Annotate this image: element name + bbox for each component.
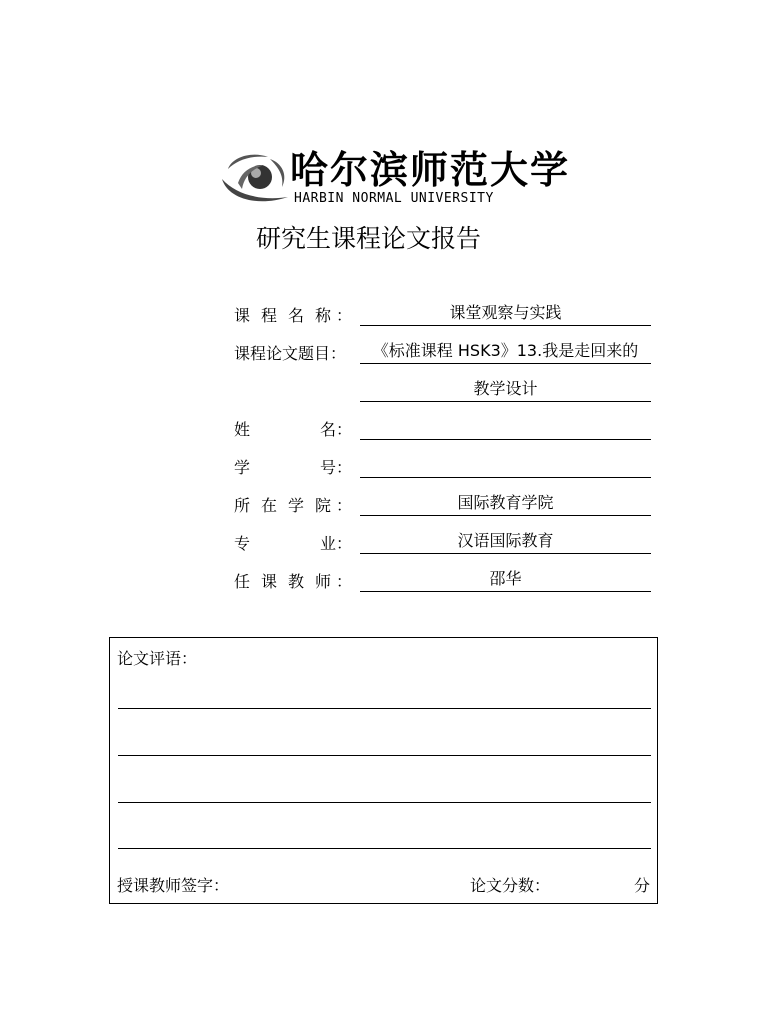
university-name-cn: 哈尔滨师范大学 (290, 147, 571, 192)
student-id-value (360, 455, 651, 478)
comment-line (118, 848, 651, 849)
course-name-value: 课堂观察与实践 (360, 303, 651, 326)
review-box (109, 637, 658, 904)
signature-label: 授课教师签字： (117, 876, 230, 895)
report-title: 研究生课程论文报告 (256, 224, 482, 253)
major-label: 专 业： (234, 534, 352, 553)
school-label: 所 在 学 院 ： (234, 496, 352, 515)
thesis-topic-value-line1: 《标准课程 HSK3》13.我是走回来的 (360, 341, 651, 364)
name-label: 姓 名： (234, 420, 352, 439)
major-value: 汉语国际教育 (360, 531, 651, 554)
university-name-en: HARBIN NORMAL UNIVERSITY (294, 191, 494, 206)
university-emblem-icon (218, 147, 292, 211)
comment-line (118, 755, 651, 756)
university-logo (218, 147, 571, 211)
thesis-topic-label: 课程论文题目： (234, 344, 347, 363)
instructor-label: 任 课 教 师 ： (234, 572, 352, 591)
student-id-label: 学 号： (234, 458, 352, 477)
comment-line (118, 802, 651, 803)
name-value (360, 417, 651, 440)
score-label: 论文分数： (470, 876, 551, 895)
comment-label: 论文评语： (117, 649, 198, 668)
course-name-label: 课 程 名 称 ： (234, 306, 352, 325)
instructor-value: 邵华 (360, 569, 651, 592)
comment-line (118, 708, 651, 709)
thesis-topic-value-line2: 教学设计 (360, 379, 651, 402)
school-value: 国际教育学院 (360, 493, 651, 516)
score-unit: 分 (634, 876, 651, 895)
